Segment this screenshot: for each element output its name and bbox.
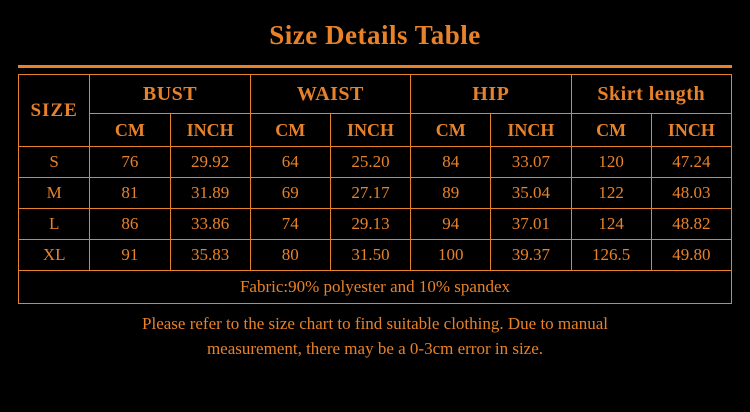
table-row	[19, 178, 732, 209]
cell-waist-cm: 74	[250, 209, 330, 240]
cell-hip-cm: 100	[411, 240, 491, 271]
disclaimer-line-1: Please refer to the size chart to find suitable clothing. Due to manual	[142, 314, 608, 333]
header-waist: WAIST	[250, 75, 410, 114]
header-bust: BUST	[90, 75, 250, 114]
table-row	[19, 209, 732, 240]
cell-skirt-cm: 124	[571, 209, 651, 240]
cell-waist-inch: 29.13	[330, 209, 410, 240]
row-size-label: S	[19, 147, 90, 178]
header-skirt-cm: CM	[571, 114, 651, 147]
header-bust-inch: INCH	[170, 114, 250, 147]
cell-skirt-inch: 48.82	[651, 209, 731, 240]
cell-waist-cm: 80	[250, 240, 330, 271]
header-skirt-length: Skirt length	[571, 75, 731, 114]
cell-hip-inch: 33.07	[491, 147, 571, 178]
table-row	[19, 147, 732, 178]
cell-bust-inch: 35.83	[170, 240, 250, 271]
cell-bust-inch: 29.92	[170, 147, 250, 178]
header-waist-inch: INCH	[330, 114, 410, 147]
cell-bust-cm: 86	[90, 209, 170, 240]
cell-skirt-cm: 126.5	[571, 240, 651, 271]
cell-skirt-inch: 48.03	[651, 178, 731, 209]
cell-bust-inch: 33.86	[170, 209, 250, 240]
title-divider	[18, 65, 732, 68]
row-size-label: XL	[19, 240, 90, 271]
table-row	[19, 240, 732, 271]
header-hip-inch: INCH	[491, 114, 571, 147]
row-size-label: M	[19, 178, 90, 209]
cell-hip-cm: 84	[411, 147, 491, 178]
cell-hip-inch: 35.04	[491, 178, 571, 209]
cell-skirt-inch: 47.24	[651, 147, 731, 178]
table-group-header-row	[19, 75, 732, 114]
row-size-label: L	[19, 209, 90, 240]
table-unit-header-row	[19, 114, 732, 147]
cell-skirt-inch: 49.80	[651, 240, 731, 271]
cell-bust-cm: 76	[90, 147, 170, 178]
cell-bust-cm: 91	[90, 240, 170, 271]
header-size: SIZE	[19, 75, 90, 147]
cell-waist-cm: 69	[250, 178, 330, 209]
cell-hip-inch: 37.01	[491, 209, 571, 240]
cell-waist-cm: 64	[250, 147, 330, 178]
header-bust-cm: CM	[90, 114, 170, 147]
fabric-note: Fabric:90% polyester and 10% spandex	[19, 271, 732, 304]
size-details-table	[18, 74, 732, 304]
cell-skirt-cm: 122	[571, 178, 651, 209]
cell-skirt-cm: 120	[571, 147, 651, 178]
header-hip: HIP	[411, 75, 571, 114]
header-hip-cm: CM	[411, 114, 491, 147]
cell-hip-inch: 39.37	[491, 240, 571, 271]
header-skirt-inch: INCH	[651, 114, 731, 147]
page-title: Size Details Table	[269, 20, 481, 50]
fabric-row	[19, 271, 732, 304]
cell-waist-inch: 27.17	[330, 178, 410, 209]
cell-waist-inch: 25.20	[330, 147, 410, 178]
measurement-disclaimer	[18, 304, 732, 361]
cell-bust-cm: 81	[90, 178, 170, 209]
cell-hip-cm: 89	[411, 178, 491, 209]
cell-waist-inch: 31.50	[330, 240, 410, 271]
header-waist-cm: CM	[250, 114, 330, 147]
cell-bust-inch: 31.89	[170, 178, 250, 209]
cell-hip-cm: 94	[411, 209, 491, 240]
disclaimer-line-2: measurement, there may be a 0-3cm error in size.	[206, 338, 544, 358]
